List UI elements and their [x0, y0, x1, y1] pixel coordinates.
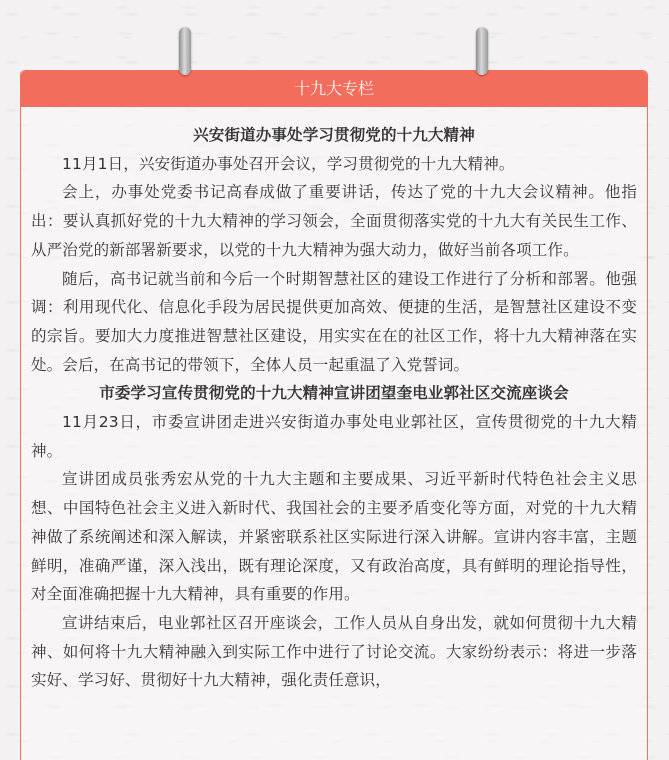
- article-paragraph: 11月1日，兴安街道办事处召开会议，学习贯彻党的十九大精神。: [62, 154, 515, 173]
- article-paragraph: 随后，高书记就当前和今后一个时期智慧社区的建设工作进行了分析和部署。他强调：利用现代化、信息化手段为居民提供更加高效、便捷的生活，是智慧社区建设不变的宗旨。要加大力度推进智慧社区建设，用实实在在的社区工作，将十九大精神落在实处。会后，在高书记的带领下，全体人员一起重温了入党誓词。: [31, 269, 637, 374]
- article-title: 兴安街道办事处学习贯彻党的十九大精神: [193, 126, 475, 144]
- column-panel: [20, 70, 648, 760]
- column-header: 十九大专栏: [21, 71, 647, 107]
- article-title: 市委学习宣传贯彻党的十九大精神宣讲团望奎电业郭社区交流座谈会: [99, 384, 569, 403]
- article-paragraph: 11月23日，市委宣讲团走进兴安街道办事处电业郭社区，宣传贯彻党的十九大精神。: [31, 413, 637, 460]
- article-content[interactable]: [21, 107, 647, 695]
- article-paragraph: 宣讲团成员张秀宏从党的十九大主题和主要成果、习近平新时代特色社会主义思想、中国特色社会主义进入新时代、我国社会的主要矛盾变化等方面，对党的十九大精神做了系统阐述和深入解读，并紧密联系社区实际进行深入讲解。宣讲内容丰富，主题鲜明，准确严谨，深入浅出，既有理论深度，又有政治高度，具有鲜明的理论指导性，对全面准确把握十九大精神，具有重要的作用。: [31, 470, 637, 604]
- binder-ring-left: [179, 27, 191, 75]
- article-paragraph: 宣讲结束后，电业郭社区召开座谈会，工作人员从自身出发，就如何贯彻十九大精神、如何将十九大精神融入到实际工作中进行了讨论交流。大家纷纷表示：将进一步落实好、学习好、贯彻好十九大精神，强化责任意识，: [31, 613, 637, 690]
- binder-ring-right: [476, 27, 488, 75]
- article-paragraph: 会上，办事处党委书记高春成做了重要讲话，传达了党的十九大会议精神。他指出：要认真抓好党的十九大精神的学习领会，全面贯彻落实党的十九大有关民生工作、从严治党的新部署新要求，以党的十九大精神为强大动力，做好当前各项工作。: [31, 183, 637, 259]
